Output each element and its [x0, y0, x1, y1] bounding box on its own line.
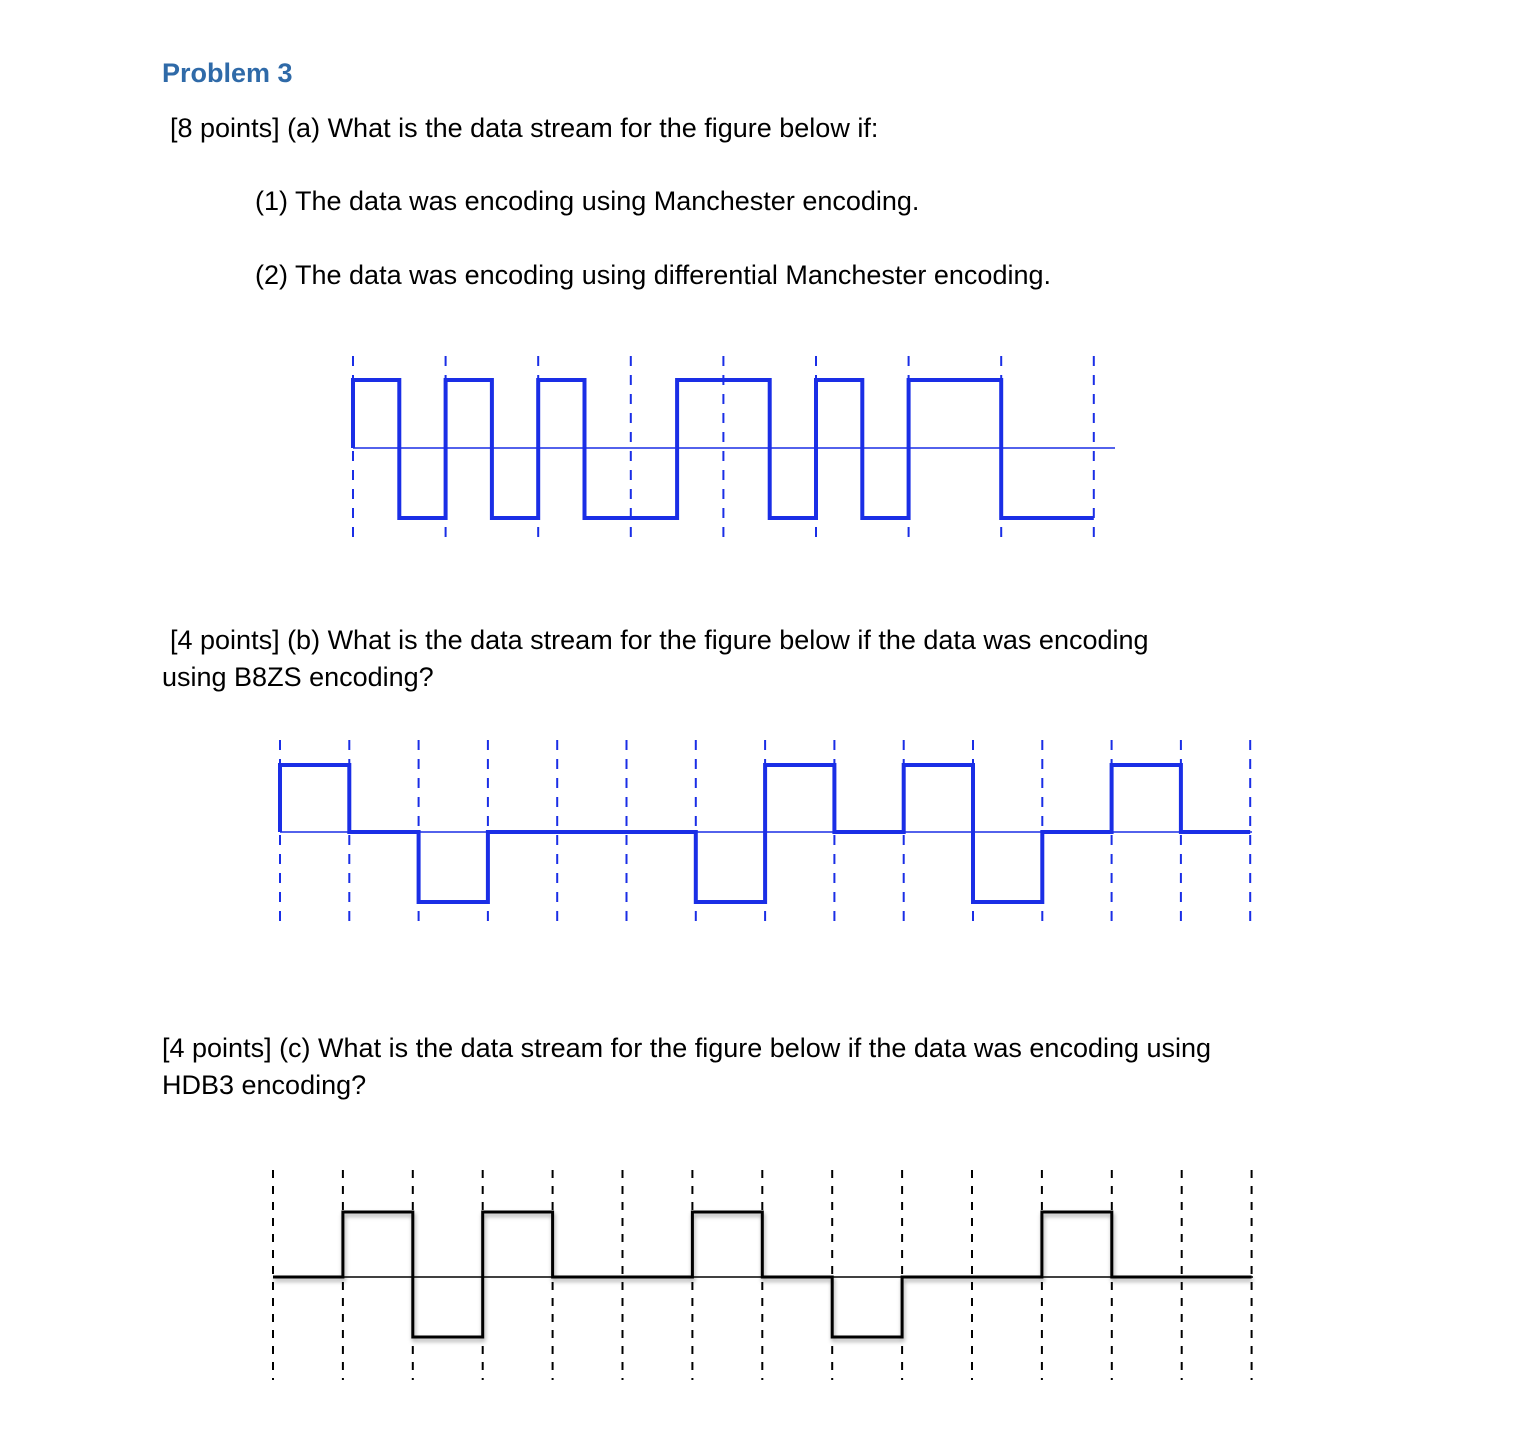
part-b-question-line2: using B8ZS encoding?	[162, 662, 434, 692]
part-c-question-line1: [4 points] (c) What is the data stream for the figure below if the data was encoding using	[162, 1033, 1212, 1063]
part-b-question-line1: [4 points] (b) What is the data stream for the figure below if the data was encoding	[170, 625, 1149, 655]
problem-title: Problem 3	[162, 58, 293, 88]
part-a-item-2: (2) The data was encoding using differential Manchester encoding.	[255, 260, 1051, 290]
part-c-question-line2: HDB3 encoding?	[162, 1070, 367, 1100]
part-a-item-1: (1) The data was encoding using Manchester encoding.	[255, 186, 920, 216]
part-a-question: [8 points] (a) What is the data stream for the figure below if:	[170, 113, 879, 143]
